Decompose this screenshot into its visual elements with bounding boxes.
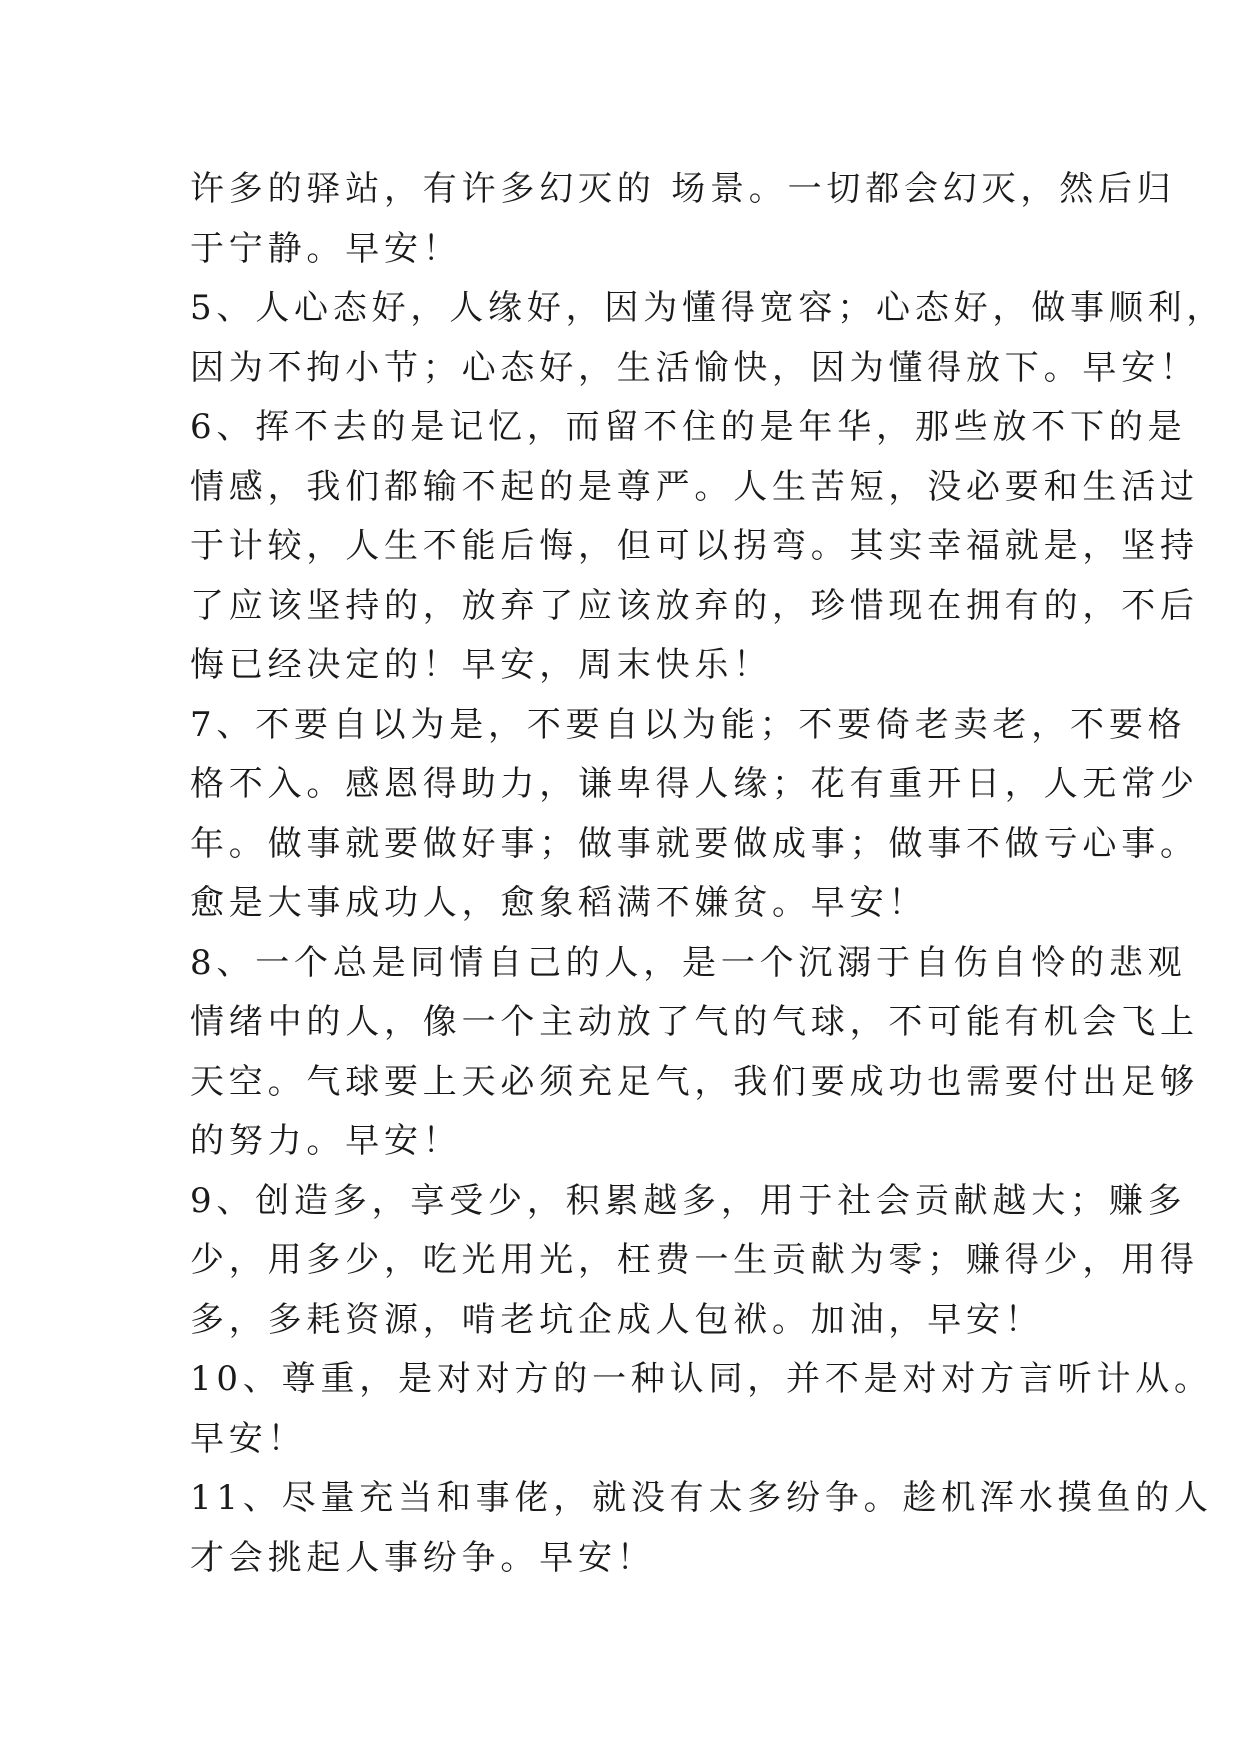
text-line: 11、尽量充当和事佬，就没有太多纷争。趁机浑水摸鱼的人 bbox=[190, 1478, 1213, 1518]
text-line: 悔已经决定的！早安，周末快乐！ bbox=[190, 645, 772, 685]
text-line: 了应该坚持的，放弃了应该放弃的，珍惜现在拥有的，不后 bbox=[190, 585, 1199, 626]
text-line: 8、一个总是同情自己的人，是一个沉溺于自伤自怜的悲观 bbox=[190, 942, 1187, 983]
text-line: 9、创造多，享受少，积累越多，用于社会贡献越大；赚多 bbox=[190, 1180, 1187, 1221]
text-line: 愈是大事成功人，愈象稻满不嫌贫。早安！ bbox=[190, 883, 928, 923]
text-line: 早安！ bbox=[190, 1418, 307, 1459]
text-line: 天空。气球要上天必须充足气，我们要成功也需要付出足够 bbox=[190, 1061, 1199, 1102]
text-line: 情感，我们都输不起的是尊严。人生苦短，没必要和生活过 bbox=[190, 466, 1199, 507]
text-line: 情绪中的人，像一个主动放了气的气球，不可能有机会飞上 bbox=[190, 1002, 1199, 1042]
text-line: 于计较，人生不能后悔，但可以拐弯。其实幸福就是，坚持 bbox=[190, 526, 1199, 566]
text-line: 年。做事就要做好事；做事就要做成事；做事不做亏心事。 bbox=[190, 823, 1199, 864]
text-line: 多，多耗资源，啃老坑企成人包袱。加油，早安！ bbox=[190, 1299, 1044, 1340]
text-line: 因为不拘小节；心态好，生活愉快，因为懂得放下。早安！ bbox=[190, 347, 1199, 388]
text-line: 格不入。感恩得助力，谦卑得人缘；花有重开日，人无常少 bbox=[190, 764, 1199, 804]
document-body bbox=[190, 160, 1226, 1588]
text-line: 10、尊重，是对对方的一种认同，并不是对对方言听计从。 bbox=[190, 1359, 1213, 1399]
text-line: 于宁静。早安！ bbox=[190, 228, 462, 269]
text-line: 的努力。早安！ bbox=[190, 1121, 462, 1161]
text-line: 少，用多少，吃光用光，枉费一生贡献为零；赚得少，用得 bbox=[190, 1240, 1199, 1280]
text-line: 才会挑起人事纷争。早安！ bbox=[190, 1537, 656, 1578]
text-line: 5、人心态好，人缘好，因为懂得宽容；心态好，做事顺利， bbox=[190, 288, 1226, 328]
text-line: 7、不要自以为是，不要自以为能；不要倚老卖老，不要格 bbox=[190, 704, 1187, 745]
text-line: 6、挥不去的是记忆，而留不住的是年华，那些放不下的是 bbox=[190, 407, 1187, 447]
text-line: 许多的驿站，有许多幻灭的 场景。一切都会幻灭，然后归 bbox=[190, 169, 1176, 209]
